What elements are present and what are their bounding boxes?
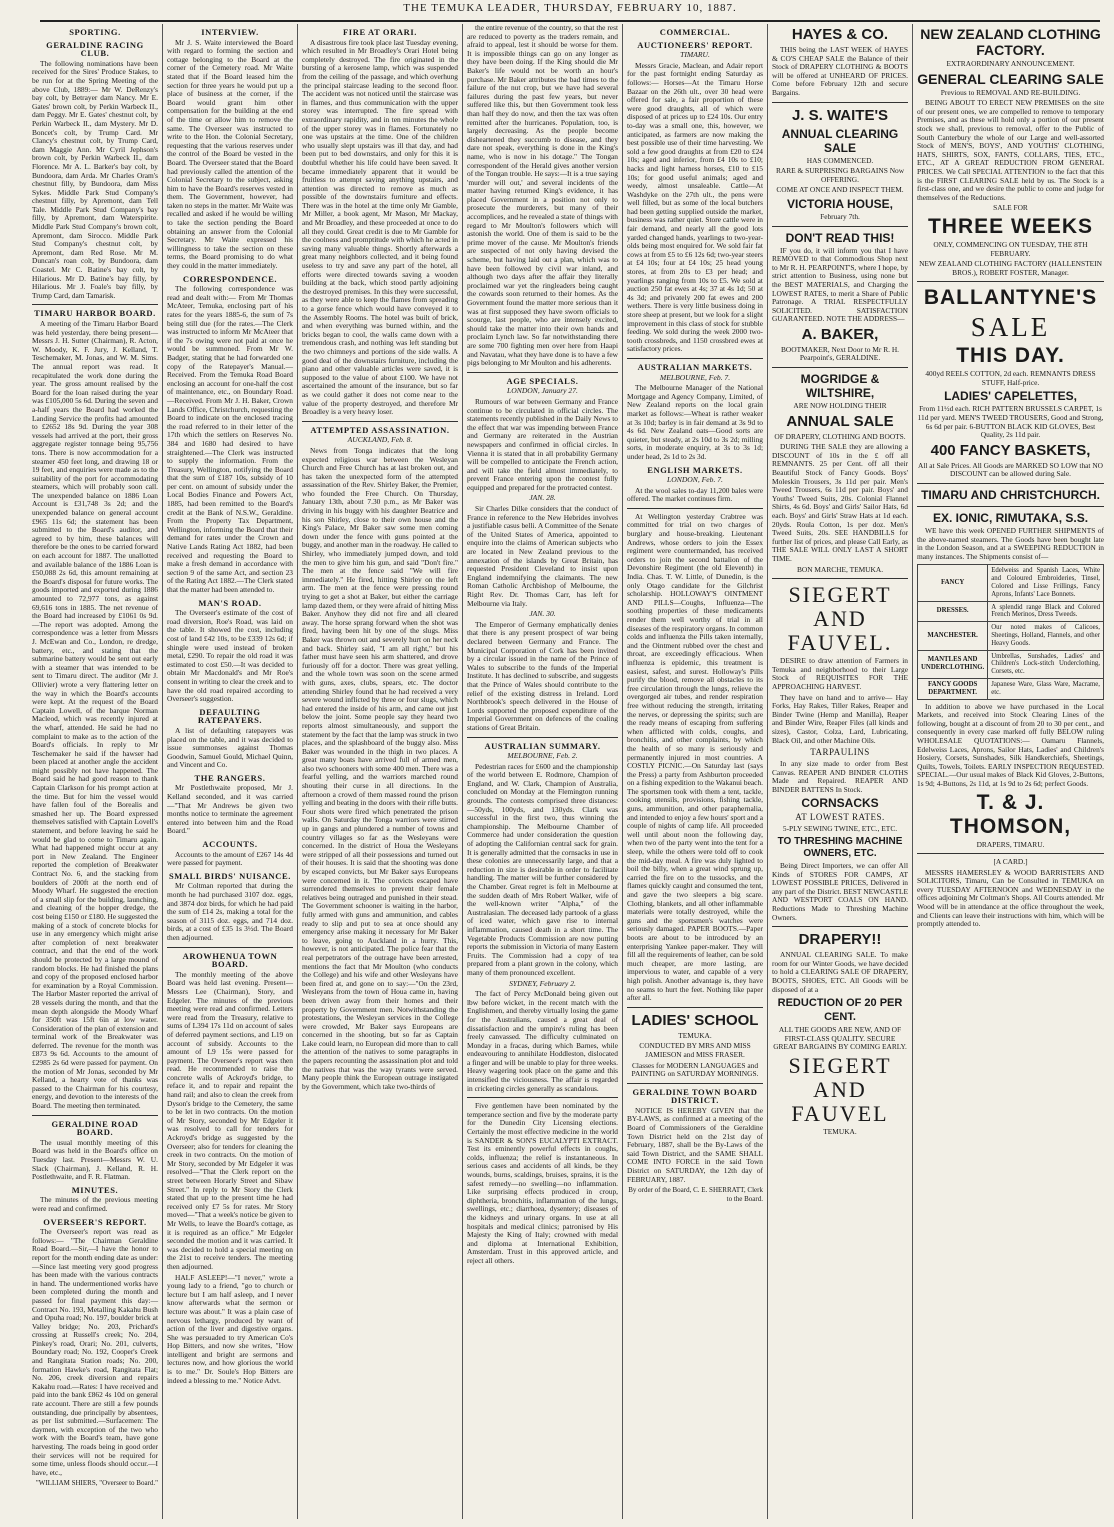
dateline: JAN. 28.	[529, 493, 556, 503]
subsection-heading: MINUTES.	[71, 1184, 119, 1195]
table-cell: MANTLES AND UNDERCLOTHING.	[918, 650, 988, 678]
subsection-heading: ACCOUNTS.	[202, 839, 258, 850]
ad-hayes-title: HAYES & CO.	[791, 26, 889, 43]
column-7	[913, 24, 1108, 1519]
ad-subtitle: REDUCTION OF 20 PER CENT.	[777, 997, 903, 1024]
ad-drapery-title: DRAPERY!!	[798, 931, 882, 949]
subsection-heading: INTERVIEW.	[201, 27, 259, 37]
ad-text: WE have this week OPENED FURTHER SHIPMENTS of the above-named steamers. The Goods have been bought late in the London Season, and at a SWEEPING REDUCTION in many instances. The Shipments consist of—	[917, 526, 1104, 561]
table-row	[918, 678, 1104, 699]
ad-title: DON'T READ THIS!	[785, 230, 895, 245]
ad-text: Previous to REMOVAL AND RE-BUILDING.	[940, 87, 1081, 97]
divider	[627, 358, 763, 359]
ad-subtitle: SALE	[970, 312, 1051, 343]
table-cell: MANCHESTER.	[918, 622, 988, 650]
subsection-heading: DEFAULTING RATEPAYERS.	[197, 706, 263, 726]
table-row	[918, 622, 1104, 650]
ad-text: OF DRAPERY, CLOTHING AND BOOTS.	[774, 431, 906, 441]
dateline: LONDON, Feb. 7.	[667, 475, 723, 485]
article-text: Sir Charles Dilke considers that the conduct of France in reference to the New Hebrides involves a justifiable casus belli. A Committee of the Senate of the United States of America, appointed to enquire into the claims of American subjects who are located in New Zealand previous to the annexation of the islands by Great Britain, has requested President Cleveland to insist upon England indemnifying the claimants. The new Roman Catholic Archbishop of Melbourne, the Right Rev. Dr. Thomas Carr, has left for Melbourne via Italy.	[467, 504, 618, 608]
ad-text: TEMUKA.	[823, 1126, 857, 1136]
dateline: TIMARU.	[680, 50, 710, 60]
ad-text: 5-PLY SEWING TWINE, ETC., ETC.	[782, 824, 898, 834]
ad-subtitle: TARPAULINS	[810, 747, 870, 758]
ad-text: TEMUKA.	[678, 1030, 712, 1040]
table-row	[918, 601, 1104, 622]
divider	[917, 483, 1104, 484]
signature: "WILLIAM SHIERS, "Overseer to Board."	[35, 1479, 158, 1488]
ad-ladies-school-title: LADIES' SCHOOL	[631, 1011, 759, 1029]
dateline: SYDNEY, February 2.	[509, 978, 576, 988]
table-cell: Umbrellas, Sunshades, Ladies' and Children's Lock-stitch Underclothing, Corsets, etc.	[988, 650, 1104, 678]
ad-text: BON MARCHE, TEMUKA.	[796, 564, 884, 574]
article-text: The minutes of the previous meeting were read and confirmed.	[32, 1195, 158, 1213]
ad-text: BEING ABOUT TO ERECT NEW PREMISES on the site of our present ones, we are compelled to remove to temporary Premises, and as these will hold only a portion of our present stock we shall, previous to removal, offer to the Public of South Canterbury the whole of our Large and well-assorted Stock of MEN'S, BOYS', AND YOUTHS' CLOTHING, HATS, SHIRTS, SOX, FANTS, COLLARS, TIES, ETC., ETC., AT A GREAT REDUCTION FROM GENERAL PRICES. We Call SPECIAL ATTENTION to the fact that this is the FIRST CLEARING SALE held by us. The Stock is a first-class one, and we desire the public to come and judge for themselves of the Reductions.	[917, 98, 1104, 202]
ad-text: ALL THE GOODS ARE NEW, AND OF FIRST-CLASS QUALITY. SECURE GREAT BARGAINS BY COMING EARLY.	[773, 1025, 907, 1052]
ad-subtitle: VICTORIA HOUSE,	[786, 196, 893, 211]
article-text: The following nominations have been received for the Sires' Produce Stakes, to be run for at the Spring Meeting of the above Club, 1889:— Mr W. DeRenzy's bay colt, by Betrayer dam Nancy. Mr E. Gates' brown colt, by Perkin Warbeck II., dam Peggy. Mr E. Gates' chestnut colt, by Perkin Warbeck II., dam Mystery. Mr D. Boncet's colt, by Trump Card. Mr Clancy's chestnut colt, by Trump Card, dam Maggie Ann. Mr Cyril Jephson's brown colt, by Perkin Warbeck II., dam Florence. Mr A. L. Barker's bay colt, by Bundoora, dam Arda. Mr Charles Oram's chestnut filly, by Bundoora, dam Miss Sykes. Middle Park Stud Company's chestnut filly, by Apremont, dam Tell Tale. Middle Park Stud Company's bay filly, by Apremont, dam Waterspirite. Middle Park Stud Company's brown colt, Apremont, dam Sirocco. Middle Park Stud Company's chestnut colt, by Apremont, dam Red Rose. Mr M. Duncan's roan colt, by Bundoora, dam Coastel. Mr C. Batine's bay colt, by Hilarious. Mr D. Batine's bay filly, by Hilarious. Mr J. Foale's bay filly, by Trump Card, dam Tamarisk.	[32, 58, 158, 300]
table-row	[918, 650, 1104, 678]
ad-subtitle: CORNSACKS	[801, 796, 879, 811]
divider	[467, 737, 618, 738]
ad-text: In any size made to order from Best Canvas. REAPER AND BINDER CLOTHS Made and Repaired. REAPER AND BINDER BATTENS In Stock.	[772, 759, 908, 794]
article-text: The usual monthly meeting of this Board was held in the Board's office on Tuesday last. Present—Messrs W. U. Slack (Chairman), J. Kelland, R. H. Postlethwaite, and F. R. Flatman.	[32, 1137, 158, 1182]
article-text: A meeting of the Timaru Harbor Board was held yesterday, there being present—Messrs J. H. Sutter (Chairman), R. Acton, W. Moody, K. F. Jury, J. Kelland, T. Teschemaker, M. Jonas, and W. M. Sims. The annual report was read. It recapitulated the work done during the year. The gross amount realised by the Board for the loan raised during the year was £105,000 5s 6d. During the seven and a-half years the Board had worked the Landing Service the profits had amounted to £2652 18s 9d. During the year 308 vessels had arrived at the port, their gross aggregate register tonnage being 95,756 tons. There is now accommodation for a steamer 450 feet long, and drawing 18 or 19 feet, and enquiries were made as to the suitability of the port for accommodating steamers, which will probably soon call. The unexpended balance on 1886 Loan Account is £31,748 3s 2d; and the unexpended balance on general account £965 11s 6d; the statement has been submitted to the Board's auditor, and agreed to by him, these balances will therefore be the ones to be carried forward on each account for 1887. The unallotted and available balance of the 1886 Loan is £50,088 2s 6d, this amount remaining at the Board's disposal for future works. The goods imported and exported during 1886 amounted to 72,977 tons, as against 69,616 tons in 1885. The net revenue of the Board had increased by £1061 0s 9d.—The report was adopted. Among the correspondence was a letter from Messrs J. McEwan and Co., London, re dredge, battery, etc., and stating that the submarine battery would be sent out early with a steamer that was intended to be sent to Timaru direct. The auditor (Mr J. Ollivier) wrote a very flattering letter on the way in which the Board's accounts were kept. At the request of the Board Captain Lowell, of the barque Norman Macleod, which was recently injured at the wharf, attended. He said he had no complaint to make as to the action of the Board's officials. In reply to Mr Teschemaker he said if the hawser had been placed at another angle the accident might possibly not have happened. The Board said he had good reason to thank Captain Clarkson for his prompt action at the time. But for him the vessel would have fallen foul of the Borealis and smashed her up. The Board expressed themselves satisfied with Captain Lovell's statement, and before leaving he said he would be glad to come to Timaru again. What had happened might occur at any port in New Zealand. The Engineer reported the completion of Breakwater Contract No. 6, and the stacking from boulders of 200ft at the north end of Moody Wharf. He suggested the erection of a small slip for the building, launching, and cleaning of the hopper dredge, the cost being £150 or £180. He suggested the making of a stock of concrete blocks for use in any emergency which might arise after completion of next breakwater contract, and that the end of the work should be protected by a large mound of random blocks. He had finished the plans and copy of the proposed enclosed harbor for examination by a Royal Commission. The Harbor Master reported the arrival of 28 vessels during the month, and that the mean depth alongside the Moody Wharf for 350ft was 15ft 6in at low water. Consideration of the plan of extension and terminal work of the Breakwater was deferred. The revenue for the month was £873 9s 6d. Accounts to the amount of £2985 2s 6d were passed for payment. On the motion of Mr Jonas, seconded by Mr Kelland, a hearty vote of thanks was passed to the Chairman for his courtesy, energy, and devotion to the interests of the Board. The meeting then terminated.	[32, 319, 158, 1111]
ad-text: They have on hand and to arrive— Hay Forks, Hay Rakes, Tiller Rakes, Reaper and Binder Twine (Hemp and Manilla), Reaper and Binder Wire, Reaper Files (all kinds and sizes), Castor, Colza, Lard, Lubricating, Black Oil, and other Machine Oils.	[772, 692, 908, 745]
ad-mogridge-title: MOGRIDGE & WILTSHIRE,	[800, 372, 880, 401]
ad-subtitle: LADIES' CAPELETTES,	[944, 389, 1077, 404]
divider	[467, 1097, 618, 1098]
section-heading: AGE SPECIALS.	[506, 375, 579, 386]
divider	[772, 226, 908, 227]
column-6	[768, 24, 913, 1519]
ad-text: In addition to above we have purchased in the Local Markets, and received into Stock Clearing Lines of the following, bought at a discount of from 20 to 30 per cent., and consequently in every case marked off fully BELOW ruling WHOLESALE QUOTATIONS:— Oamaru Flannels, Edelweiss Laces, Aprons, Sailor Hats, Ladies' and Children's Hosiery, Corsets, Sunshades, Silk Handkerchiefs, Sheetings, Quilts, Towels, Toilets. EARLY INSPECTION REQUESTED. SPECIAL.—Our usual makes of Black Kid Gloves, 2-Buttons, 1s 9d; 4-Buttons, 2s 11d, at 1s 9d to 2s 6d; perfect Goods.	[917, 701, 1104, 788]
article-text: Mr Postlethwaite proposed, Mr J. Kelland seconded, and it was carried—"That Mr Andrews be given two months notice to terminate the agreement entered into between him and the Road Board."	[167, 783, 293, 836]
ad-card-label: [A CARD.]	[993, 857, 1028, 867]
ad-text: ONLY, COMMENCING ON TUESDAY, THE 8TH FEBRUARY.	[933, 239, 1088, 258]
dateline: JAN. 30.	[529, 609, 556, 619]
ad-subtitle: ANNUAL SALE	[786, 412, 894, 430]
dateline: MELBOURNE, Feb. 7.	[659, 372, 731, 382]
divider	[772, 367, 908, 368]
column-3	[298, 24, 463, 1519]
divider	[917, 853, 1104, 854]
section-heading: GERALDINE ROAD BOARD.	[51, 1118, 139, 1138]
ad-waite-title: J. S. WAITE'S	[791, 106, 889, 124]
subsection-heading: OVERSEER'S REPORT.	[43, 1216, 147, 1227]
ad-text: THIS being the LAST WEEK of HAYES & CO'S CHEAP SALE the Balance of their Stock of DRAPERY CLOTHING & BOOTS will be offered at UNHEARD OF PRICES. Come before February 12th and secure Bargains.	[772, 45, 908, 97]
section-heading: AUSTRALIAN SUMMARY.	[484, 740, 601, 751]
ad-subtitle: THIS DAY.	[956, 344, 1065, 368]
ad-subtitle: GENERAL CLEARING SALE	[917, 70, 1104, 87]
ad-text: EXTRAORDINARY ANNOUNCEMENT.	[946, 59, 1075, 68]
ad-text: NEW ZEALAND CLOTHING FACTORY (HALLENSTEIN BROS.), ROBERT FOSTER, Manager.	[919, 259, 1102, 277]
ad-text: RARE & SURPRISING BARGAINS Now OFFERING.	[775, 166, 905, 184]
divider	[32, 1115, 158, 1116]
ad-text: MESSRS HAMERSLEY & WOOD BARRISTERS AND SOLICITORS, Timaru, Can be Consulted in TEMUKA on every TUESDAY AFTERNOON and WEDNESDAY in the offices adjoining Mr Coltman's Shops. All Courts attended. Mr Wood will be in attendance at the office throughout the week, and Clients can leave their instructions with him, which will be promptly attended to.	[917, 867, 1104, 929]
column-5	[623, 24, 768, 1519]
dateline: MELBOURNE, Feb. 2.	[507, 751, 578, 761]
article-text: The Overseer's estimate of the cost of road diversion, Roe's Road, was laid on the table. It showed the cost, including cost of land £42 10s, to be £339 12s 6d; if shingle were used instead of broken metal, £290. To repair the old road it was estimated to cost £50.—It was decided to obtain Mr Macdonald's and Mr Roe's consent in writing to clear the creek and to have the old road repaired according to Overseer's suggestion.	[167, 608, 294, 704]
section-heading: TIMARU HARBOR BOARD.	[34, 308, 156, 319]
divider	[917, 281, 1104, 282]
ad-text: DURING THE SALE they are allowing a DISCOUNT of 10s in the £ off all REMNANTS. 25 per Cent. off all their Beautiful Stock of Fancy Goods. Boys' Moleskin Trousers, 3s 11d per pair. Men's Tweed Trousers, 6s 11d per pair. Boys' and Youths' Tweed Suits, 20s. Colonial Flannel Shirts, 4s 6d. Boys' and Girls' Sailor Hats, 6d each. Boys' and Girls' Straw Hats at 1d each. 20yds. Roula Cotton, 1s per doz. Men's Tweed Suits, 20s. SEE HANDBILLS for further list of prices, and please Call Early, as THE SALE WILL ONLY LAST A SHORT TIME.	[772, 442, 908, 563]
article-text: Messrs Gracie, Maclean, and Adair report for the past fortnight ending Saturday as follows:— Horses—At the Timaru Horse Bazaar on the 26th ult., over 30 head were offered for sale, a fair proportion of these were good draughts, all of which were disposed of at prices up to £24 10s. Our entry to-day was a small one, this, however, we anticipated, as farmers are now making the best possible use of their time harvesting. We sold a few good draughts at from £20 to £24 10s; aged and inferior, from £4 10s to £10; hacks and light harness horses, £10 to £15 10s; for good useful animals; aged and weedy, almost unsaleable. Cattle—At Washdyke on the 27th ult., the pens were well filled, but as some of the local butchers had been getting supplied outside the market, business was rather quiet. Store cattle were in fair demand, and nearly all the good lots yarded changed hands, yearlings to two-year-olds being most enquired for. We sold fair fat cows at from £5 to £6 12s 6d; two-year steers at £4 10s; four at £4 10s; 25 head young stores, at from 20s to £3 per head; and yearlings ranging from 10s to £5. We sold at auction 250 fat ewes at 4s; 37 at 4s 1d; 50 at 4s 3d; and privately 200 fat ewes and 200 wethers. There is very little business doing in store sheep at present, but we look for a slight improvement in this class of stock for stubble feeding. We sold during the week 2000 two-tooth crossbreds, and 1150 crossbred ewes at satisfactory prices.	[627, 60, 763, 354]
table-cell: FANCY GOODS DEPARTMENT.	[918, 678, 988, 699]
ad-date: February 7th.	[820, 211, 860, 221]
section-heading: AUSTRALIAN MARKETS.	[637, 361, 753, 372]
ad-subtitle: EX. IONIC, RIMUTAKA, S.S.	[932, 511, 1089, 526]
article-text: The following correspondence was read and dealt with:— From Mr Thomas McAteer, Temuka, enclosing part of his rates for the years 1885-6, the sum of 7s being still due (for the rates.—The Clerk was instructed to inform Mr McAteer that if the 7s owing were not paid at once he would be summoned. From Mr W. Badger, stating that he had forwarded one copy of the Ratepayer's Manual.—Received. From the Temuka Road Board enclosing an account for one-half the cost of maintenance, etc., on Boundary Road.—Received. From Mr J. H. Baker, Crown Lands Office, Christchurch, requesting the Board to indicate on the enclosed tracing the road referred to in their letter of the 17th which the settlers on Reserves No. 384 and 1680 had desired to have straightened.—The Clerk was instructed to supply the information. From the Treasury, Wellington, notifying the Board that the sum of £187 10s, subsidy of 10 per cent. on amount of subsidy under the Local Bodies Finance and Powers Act, 1885, had been remitted to the Board's credit at the Bank of N.S.W., Geraldine. From the Property Tax Department, Wellington, informing the Board that their demand for rates under the Crown and Native Lands Rating Act 1882, had been received and requesting the Board to make a fresh demand in accordance with section 9 of the same Act, and section 23 of the Rating Act 1882.—The Clerk stated that the matter had been attended to.	[167, 284, 293, 594]
ad-text: HAS COMMENCED.	[806, 155, 874, 165]
column-1	[28, 24, 163, 1519]
column-2	[163, 24, 298, 1519]
divider	[467, 372, 618, 373]
subsection-heading: MAN'S ROAD.	[198, 597, 262, 608]
table-cell: Japanese Ware, Glass Ware, Macrame, etc.	[988, 678, 1104, 699]
article-text: HALF ASLEEP!—"I never," wrote a young lady to a friend, "go to church or lecture but I am half asleep, and I never know afterwards what the sermon or lecture was about." It was a plain case of nervous lethargy, produced by want of action of the liver and digestive organs. She was persuaded to try American Co's Hop Bitters, and now she writes, "How intelligent and bright are sermons and lectures now, and how glorious the world is to me." Dr. Soule's Hop Bitters are indeed a blessing to me." Notice Advt.	[167, 1272, 293, 1385]
article-text: Rumours of war between Germany and France continue to be circulated in official circles. The statements recently published in the Daily News to the effect that war was impending between France and Germany are reiterated in the Austrian newspapers and confirmed in official circles. In Vienna it is stated that in all probability Germany will be compelled to anticipate the French action, and will take the field almost immediately, to prevent France entering upon the contest fully equipped and prepared for the protracted contest.	[467, 396, 618, 492]
goods-table	[917, 564, 1104, 699]
subsection-heading: CORRESPONDENCE.	[182, 273, 278, 284]
ad-text: All at Sale Prices. All Goods are MARKED SO LOW that NO DISCOUNT can be allowed during Sale.	[917, 460, 1104, 479]
divider	[167, 947, 293, 948]
ad-nz-clothing-title: NEW ZEALAND CLOTHING FACTORY.	[920, 26, 1101, 58]
article-text: The fact of Percy McDonald being given out lbw before wicket, in the recent match with the Englishmen, and thereby virtually losing the game for the Australians, caused a great deal of dissatisfaction and the umpire's ruling has been freely canvassed. The difficulty culminated on Monday in a fracas, during which Barnes, while endeavouring to annihilate Hoddleston, dislocated a finger and will be unable to play for three weeks. Heavy wagering took place on the game and this intensified the viciousness. The affair is regarded in cricketing circles generally as scandalous.	[467, 989, 618, 1093]
article-text: Pedestrian races for £600 and the championship of the world between E. Rodmore, Champion of England, and W. Clark, Champion of Australia, concluded on Monday at the Flemington running grounds. The contests comprised three distances:—50yds, 100yds, and 130yds. Clark was successful in the first two, thus winning the championship. The Melbourne Chamber of Commerce had under consideration the question of adopting the Californian central sack for grain. It is generally admitted that the cornsacks in use in these colonies are unnecessarily large, and that a reduction in size is desirable in order to facilitate handling. The matter will be further considered by the Chamber. Great regret is felt in Melbourne at the sudden death of Mrs Robert Walker, wife of the well-known writer "Alpha," of the Australasian. The deceased lady partook of a glass of iced water, which gave rise to internal inflammation, caused death in a short time. The Vegetable Products Commission are now putting reports the submission in Victoria of many Eastern Fruits. The Commission had a copy of tea prepared from a plant grown in the colony, which many of them pronounced excellent.	[467, 761, 618, 977]
table-cell: DRESSES.	[918, 601, 988, 622]
ad-subtitle: TO THRESHING MACHINE OWNERS, ETC.	[777, 836, 903, 860]
article-text: The monthly meeting of the above Board was held last evening. Present—Messrs Lee (Chairman), Story, and Edgeler. The minutes of the previous meeting were read and confirmed. Letters were read from the Treasury, relative to sums of L394 17s 11d on account of sales of deferred payment sections, and L19 on account of subsidy. Accounts to the amount of L9 15s were passed for payment. The Overseer's report was then read. He recommended to raise the concrete walls of Ackroyd's bridge, to reface it, and to repair and repaint the hand rail; and also to clean the creek from Dyson's bridge to the Cemetery, the same to be let in two contracts. On the motion of Mr Story, seconded by Mr Edgeler it was resolved to call for tenders for Ackroyd's bridge as suggested by the Overseer; also for tenders for cleaning the creek in two contracts. On the motion of Mr Story, seconded by Mr Edgeler it was resolved—"That the Clerk report on the street between Horarly Street and Sibaw Street." In reply to Mr Story the Clerk stated that up to the present time he had received only £7 5s for rates. Mr Story moved—"That a week's notice be given to Mr Wells, to leave the Board's cottage, as it is required as an office." Mr Edgeler seconded the motion and it was carried. It was decided to hold a special meeting on the 21st to receive tenders. The meeting then adjourned.	[167, 969, 293, 1271]
notice-heading: GERALDINE TOWN BOARD DISTRICT.	[632, 1086, 758, 1106]
subsection-heading: THE RANGERS.	[194, 772, 266, 783]
ad-text: AT LOWEST RATES.	[795, 812, 885, 823]
article-text: Mr Coltman reported that during the month he had purchased 3107 doz. eggs, and 3874 doz birds, for which he had paid the sum of £14 2s, making a total for the season of 3115 doz. eggs, and 714 doz. birds, at a cost of £35 1s 3½d. The Board then adjourned.	[167, 881, 293, 942]
article-text: the entire revenue of the country, so that the rest are reduced to poverty as the traders remain, and afraid to appeal, lest it should be worse for them. It is impossible things can go on any longer as they have been doing. If the King should die Mr Baker's life would not be worth an hour's purchase. Mr Baker attributes the bad times to the failure of the nut crop, but we have had several failures during the past few years, but never suffered like this, but then Government took less than half they do now, and then the tax was often remitted after the hurricanes. Population, too, is largely decreasing. As the people become disheartened they succumb to disease, and they dare not speak, everything is done in the King's name, who is now in his dotage." The Tongan correspondent of the Herald gives another version of the Tongan trouble. He says:—It is a true saying 'murder will out,' and several incidents of the matter having returned King's evidence, it has placed Government in a position not only to prosecute the murderers, but many of their accomplices, and he revealed a state of things with regard to Mr Moulton's followers which will astonish the world. One of them is said to be the prime mover of the cause. Mr Moulton's friends are suspected of not only having devised the scheme, but having laid out a plan, which was to have been followed by civil war inland, and although two days after the affair they literally proclaimed war yet the ringleaders being caught the cowards soon returned to their homes. As the Government found the matter more serious than it was at first supposed they have sworn officials to scourge, last people, who are intensely excited, should take the matter into their own hands and proclaim Lynch law. So far notwithstanding there are some 700 fighting men over here from Haapi and Navatau, what they have done is to have a few pigs belonging to Mr Moulton and his adherents.	[467, 24, 618, 368]
ad-subtitle: ANNUAL CLEARING SALE	[781, 126, 899, 155]
column-4	[463, 24, 623, 1519]
ad-text: Classes for MODERN LANGUAGES and PAINTING on SATURDAY MORNINGS.	[631, 1060, 759, 1079]
section-heading: FIRE AT ORARI.	[343, 27, 417, 37]
table-cell: FANCY	[918, 565, 988, 601]
ad-baker-title: A. BAKER,	[801, 325, 879, 343]
table-row	[918, 565, 1104, 601]
dateline: AUCKLAND, Feb. 8.	[347, 435, 413, 445]
masthead: THE TEMUKA LEADER, THURSDAY, FEBRUARY 10, 1887.	[40, 2, 1100, 22]
divider	[772, 578, 908, 579]
divider	[772, 926, 908, 927]
ad-text: IF you do, it will inform you that I have REMOVED to that Commodious Shop next to Mr R. H. PEARPOINT'S, where I hope, by strict attention to Business, using none but the BEST MATERIALS, and Charging the LOWEST RATES, to merit a Share of Public Patronage. A TRIAL RESPECTFULLY SOLICITED. SATISFACTION GUARANTEED. NOTE THE ADDRESS—	[772, 245, 908, 324]
ad-text: COME AT ONCE AND INSPECT THEM.	[776, 185, 904, 195]
article-text: The Emperor of Germany emphatically denies that there is any present prospect of war being declared between Germany and France. The Municipal Corporation of Cork has been invited by a circular issued in the name of the Prince of Wales to subscribe to the funds of the Imperial Institute. It has declined to subscribe, and suggests that the Prince of Wales should contribute to the relief of the existing distress in Ireland. Lord Northbrook's speech delivered in the House of Lords supported the proposed expenditure of the Imperial Government on defences of the coaling stations of Great Britain.	[467, 619, 618, 732]
section-heading: SPORTING.	[69, 27, 121, 37]
ad-text: SALE FOR	[993, 203, 1028, 213]
ad-text: ARE NOW HOLDING THEIR	[793, 401, 887, 411]
subsection-heading: AUCTIONEERS' REPORT.	[637, 39, 753, 50]
article-text: The Overseer's report was read as follows:— "The Chairman Geraldine Road Board.—Sir,—I have the honor to report for the month ending date as under:—Since last meeting very good progress has been made with the various contracts in hand. The undermentioned works have been completed during the month and passed for final payment this day:—Contract No. 193, Metalling Kakahu Bush and Opuha road; No. 197, boulder brick at Valley bridge; No. 203, Prichard's crossing at Russell's creek; No. 204, Pinkey's road, Orari; No. 201, culverts, Boundary road; No. 192, Cooper's Creek and Rangitata Station roads; No. 200, formation Hawke's road, Rangitata Flat; No. 206, creek diversion and repairs Kakahu road.—Rates: I have received and paid into the bank £862 4s 10d on general rate account. There are still a few pounds outstanding, due principally by absentees, as per list submitted.—Surfacemen: The daymen, with exception of the two who work with the Board's team, have gone harvesting. The roads being in good order their services will not be required for some time, unless floods should occur.—I have, etc.,	[32, 1227, 158, 1477]
section-heading: COMMERCIAL.	[659, 27, 731, 37]
ad-siegert-title: SIEGERT AND FAUVEL.	[787, 582, 893, 656]
ad-text: 400yd REELS COTTON, 2d each. REMNANTS DRESS STUFF, Half-price.	[925, 369, 1096, 387]
divider	[302, 421, 458, 422]
ad-text: BOOTMAKER, Next Door to Mr R. H. Pearpoint's, GERALDINE.	[780, 344, 900, 363]
article-text: A list of defaulting ratepayers was placed on the table, and it was decided to issue summonses against Thomas Goodwin, Samuel Gould, Michael Quinn, and Vincent and Co.	[167, 725, 293, 770]
subsection-heading: SMALL BIRDS' NUISANCE.	[168, 870, 292, 881]
table-cell: Our noted makes of Calicoes, Sheetings, Holland, Flannels, and other Heavy Goods.	[988, 622, 1104, 650]
divider	[917, 506, 1104, 507]
notice-text: NOTICE IS HEREBY GIVEN that the BY-LAWS, as confirmed at a meeting of the Board of Commissioners of the Geraldine Town District held on the 21st day of February, 1887, shall be the By-Laws of the said Town District, and the SAME SHALL COME INTO FORCE in the said Town District on SATURDAY, the 12th day of FEBRUARY, 1887.	[627, 1105, 763, 1184]
ad-text: ANNUAL CLEARING SALE. To make room for our Winter Goods, we have decided to hold a CLEARING SALE OF DRAPERY, BOOTS, SHOES, ETC. All Goods will be disposed of at a	[772, 950, 908, 994]
columns	[28, 24, 1108, 1519]
table-cell: A splendid range Black and Colored French Merinos, Dress Tweeds.	[988, 601, 1104, 622]
article-text: Mr J. S. Waite interviewed the Board with regard to forming the section and cottage belonging to the Board at the corner of the Cemetery road. Mr Waite stated that if the Board leased him the section for three years he would put up a place of business at the corner, if the Board would grant him other compensation for the building at the end of the time or allow him to remove the same. The Overseer was instructed to write to the Hon. the Colonial Secretary, requesting that the various reserves under the control of the Board be vested in the Board. The Overseer stated that the Board had previously called the attention of the Colonial Secretary to the subject, asking him to have the Board's reserves vested in them. The Government, however, had taken no steps in the matter. Mr Waite was recalled and asked if he would be willing to take the section pending the Board obtaining an answer from the Colonial Secretary. Mr Waite expressed his willingness to take the section on these terms, the Board promising to do what they could in the matter immediately.	[167, 37, 293, 271]
signature: By order of the Board, C. E. SHERRATT, Clerk to the Board.	[628, 1186, 763, 1203]
article-text: The Melbourne Manager of the National Mortgage and Agency Company, Limited, of New Zealand reports on the local grain market as follows:—Wheat is rather weaker at 3s 10d; barley is in fair demand at 3s 9d to 4s 6d. New Zealand oats—Good sorts are quieter, but steady, at 2s 10d to 3s 2d; milling sorts, in moderate enquiry, at 3s to 3s 1d; under head, 2s 1d to 2s 3d.	[627, 383, 763, 461]
divider	[627, 508, 763, 509]
ad-subtitle: 400 FANCY BASKETS,	[930, 441, 1091, 459]
divider	[772, 102, 908, 103]
ad-text: DRAPERS, TIMARU.	[976, 839, 1045, 849]
divider	[627, 1007, 763, 1008]
section-heading: AROWHENUA TOWN BOARD.	[182, 950, 278, 970]
section-subheading: GERALDINE RACING CLUB.	[46, 39, 144, 59]
article-text: At the wool sales to-day 11,200 bales were offered. The market continues firm.	[627, 485, 763, 504]
article-text: A disastrous fire took place last Tuesday evening, which resulted in Mr Broadley's Orari Hotel being completely destroyed. The fire originated in the bursting of a kerosene lamp, which was suspended from the ceiling of the passage, and which overhung the principal staircase leading to the second floor. The accident was not noticed until the staircase was in flames, and thus communication with the upper storey was interrupted. The fire spread with extraordinary rapidity, and in ten minutes the whole of the upper storey was in flames. Fortunately no one was upstairs at the time. One of the children who usually slept upstairs was ill that day, and had been put to bed downstairs, and only for this it is doubtful whether his life could have been saved. It became immediately apparent that it would be fruitless to attempt saving anything upstairs, and attention was directed to remove as much as possible of the downstairs furniture and effects. There was in the hotel at the time only Mr Gamble, Mr Miller, a book agent, Mr Mason, Mr Mackay, and Mr Broadley, and these proceeded at once to do all they could. Great credit is due to Mr Gamble for the coolness and promptitude with which he acted in saving many valuable things. Shortly afterwards a great many neighbors collected, and it being found useless to try and save any part of the hotel, all efforts were directed towards saving a wooden building at the back, which stood partly adjoining the destroyed premises. In this they were successful, as they were able to keep the flames from spreading to a gorse fence which would have conveyed it to the Assembly Rooms. The hotel was built of brick, and when everything was burned within, and the bricks began to cool, the walls came down with a tremendous crash, and nothing was left standing but the two chimneys and portions of the side walls. A good deal of the downstairs furniture, including the piano and other valuable articles were saved, it is supposed to the value of about £100. We have not ascertained the amount of the insurance, but so far as we could gather it does not come near to the value of the property destroyed, and therefore Mr Broadley is a very heavy loser.	[302, 37, 458, 417]
ad-thomson-title: T. & J. THOMSON,	[949, 790, 1072, 838]
article-text: At Wellington yesterday Crabtree was committed for trial on two charges of burglary and house-breaking. Lieutenant Andrews, whose orders to join the Essex regiment were countermanded, has received orders to join the second battalion of the Devonshire Regiment (the old Eleventh) in India. Chas. T. W. Little, of Dunedin, is the only Otago candidate for the Gilchrist scholarship. HOLLOWAY'S OINTMENT AND PILLS—Coughs, Influenza—The soothing properties of these medicaments render them well worthy of trial in all diseases of the respiratory organs. In common colds and influenza the Pills taken internally, and the Ointment rubbed over the chest and throat, are exceedingly efficacious. When influenza is epidemic, this treatment is easiest, safest, and surest. Holloway's Pills purify the blood, remove all obstacles to its free circulation through the lungs, relieve the overgorged air tubes, and render respiration free without reducing the strength, irritating the nerves, or depressing the spirits; such are the ready means of escaping from suffering when afflicted with colds, coughs, and bronchitis, and other complaints, by which the health of so many is seriously and permanently injured in most countries. A COSTLY PICNIC.—On Saturday last (says the Press) a party from Ashburton proceeded on a fishing expedition to the Wakanui beach. The sportsmen took with them a tent, tackle, cooking utensils, provisions, fishing tackle, guns, ammunition, and other paraphernalia, and intended to enjoy a few hours' sport and a couple of nights of camp life. All proceeded well until about noon the following day, when two of the party went into the tent for a sleep, while the others were told off to cook the mid-day meal. A fire was duly lighted to boil the billy, when a great wind sprung up, carried the fire on to the tussocks, and the flames quickly caught and consumed the tent, and gave the two sleepers a big scare. Clothing, blankets, and all other inflammable materials were totally destroyed, while the guns and the sportsmen's watches were seriously damaged. PAPER BOOTS.—Paper boots are about to be introduced by an enterprising Yankee paper-maker. They will fill all the requirements of leather, can be sold much cheaper, are more lasting, are impervious to water, and capable of a very high polish. Another advantage is, they have no seams to hurt the feet. Nothing like paper after all.	[627, 511, 763, 1003]
ad-text: DESIRE to draw attention of Farmers in Temuka and neighborhood to their Large Stock of REQUISITES FOR THE APPROACHING HARVEST.	[772, 656, 908, 691]
ad-subtitle: THREE WEEKS	[927, 214, 1093, 238]
dateline: LONDON, January 27.	[507, 386, 578, 396]
ad-text: CONDUCTED BY MRS AND MISS JAMIESON and MISS FRASER.	[639, 1041, 751, 1059]
ad-text: From 11½d each. RICH PATTERN BRUSSELS CARPET, 1s 11d per yard. MEN'S TWEED TROUSERS, Good and Strong, 6s 6d per pair. 6-BUTTON BLACK KID GLOVES, Best Quality, 2s 11d pair.	[917, 404, 1104, 440]
article-text: Five gentlemen have been nominated by the temperance section and five by the moderate party for the Dunedin City Licensing elections. Certainly the most effective medicine in the world is SANDER & SON'S EUCALYPTI EXTRACT. Test its eminently powerful effects in coughs, colds, influenza; the relief is instantaneous. In serious cases and accidents of all kinds, be they wounds, burns, scaldings, bruises, sprains, it is the safest remedy—no swelling—no inflammation. Like surprising effects produced in croup, diphtheria, bronchitis, inflammation of the lungs, swellings, etc.; diarrhoea, dysentery; diseases of the kidneys and urinary organs. In use at all hospitals and medical clinics; patronised by His Majesty the King of Italy; crowned with medal and diploma at International Exhibition, Amsterdam. Trust in this approved article, and reject all others.	[467, 1101, 618, 1265]
divider	[32, 304, 158, 305]
table-cell: Edelweiss and Spanish Laces, White and Coloured Embroideries, Tinsel, Colored and Lisse Frillings, Fancy Aprons, Infants' Lace Bonnets.	[988, 565, 1104, 601]
ad-siegert-footer: SIEGERT AND FAUVEL	[788, 1052, 892, 1126]
ad-timaru-title: TIMARU AND CHRISTCHURCH.	[921, 488, 1100, 503]
section-heading: ATTEMPTED ASSASSINATION.	[310, 424, 450, 435]
ad-text: Being Direct Importers, we can offer All Kinds of STORES FOR CAMPS, AT LOWEST POSSIBLE PRICES, Delivered in any part of the District. BEST NEWCASTLE AND WESTPORT COALS ON HAND. Reductions Made to Threshing Machine Owners.	[772, 861, 908, 922]
ad-ballantyne-title: BALLANTYNE'S	[923, 286, 1098, 310]
section-heading: ENGLISH MARKETS.	[647, 464, 743, 475]
article-text: News from Tonga indicates that the long expected religious war between the Wesleyan Church and Free Church has at last broken out, and has taken the unexpected form of the attempted assassination of the Rev. Shirley Baker, the Premier, who founded the Free Church. On Thursday, January 13th, about 7.30 p.m., as Mr Baker was driving in his buggy with his daughter Beatrice and his son Shirley, close to their own house and the King's Palace, Mr Baker saw some men coming down under the fence with guns pointed at the buggy, and another man in the roadway. He called to Shirley, who immediately jumped down, and told the men to give him his gun, and said "Don't fire." The men at the fence said "We will fire immediately." He fired, hitting Shirley on the left arm. The men at the fence were pressing round trying to get a shot at Baker, but either the carriage lamp dazed them, or they were afraid of hitting Miss Baker. Anyhow they did not fire and all cleared away. The horse sprang forward when the shot was fired, having been hit by one of the slugs. Miss Baker was thrown out and severely hurt on her neck and back. Shirley said, "I am all right," but his father must have seen his arm shattered, and drove furiously off for a doctor. There was great yelling, and the whole town was soon on the scene armed with guns, axes, clubs, spears, etc. The doctor attending Shirley found that he had received a very severe wound inflicted by three or four slugs, which had entered the inside of his arm, and came out just below the joint. Some people say they heard two reports almost simultaneously, and support the statement by the fact that the lamp was struck in two places, and the splashboard of the buggy also. Miss Baker was wounded in the thigh in two places. A great many boats have arrived full of armed men, also two schooners with some 400 men. There was a fearful yelling, and the warriors marched round shouting their curse in all directions. In the afternoon a crowd of them massed round the prison yelling and beating in the doors with their rifle butts. Four shots were fired which penetrated the prison walls. On Saturday the Tonga warriors were stirred up in gangs and plundered a number of towns and country villages so far as the Wesleyans were concerned. In the district of Houa the Wesleyans were stripped of all their possessions and turned out of their houses. It is said that the shooting was done by escaped convicts, but Mr Baker says Europeans were concerned in it. The convicts escaped have surrendered themselves to prevent their female relatives being outraged and punished in their stead. The Government schooner is waiting in the harbor, fully armed with guns and ammunition, and cables ready to slip and put to sea at once should any emergency arise making it necessary for Mr Baker to leave, going to Auckland in a hurry. This, however, is not anticipated. The police fear that the real perpetrators of the outrage have been arrested, mentions the fact that Mr Moulton (who conducts the College) and his wife and other Wesleyans have been fired at, and gone on to say:—"On the 23rd, Wesleyans from the town of Houa came in, having been driven away from their homes and their property by Government men. Notwithstanding the protestations, the Wesleyan services in the College were crowded, Mr Baker says Europeans are concerned in the shooting, but so far as Captain Lake could learn, no European did more than to call the attention of the natives to some paragraphs in the papers recounting the assassination plot and told the natives that was the way tyrants were served. Many people think the European outrage instigated by the Government, which take two-thirds of	[302, 445, 458, 1091]
article-text: Accounts to the amount of £267 14s 4d were passed for payment.	[167, 849, 293, 868]
divider	[627, 1083, 763, 1084]
